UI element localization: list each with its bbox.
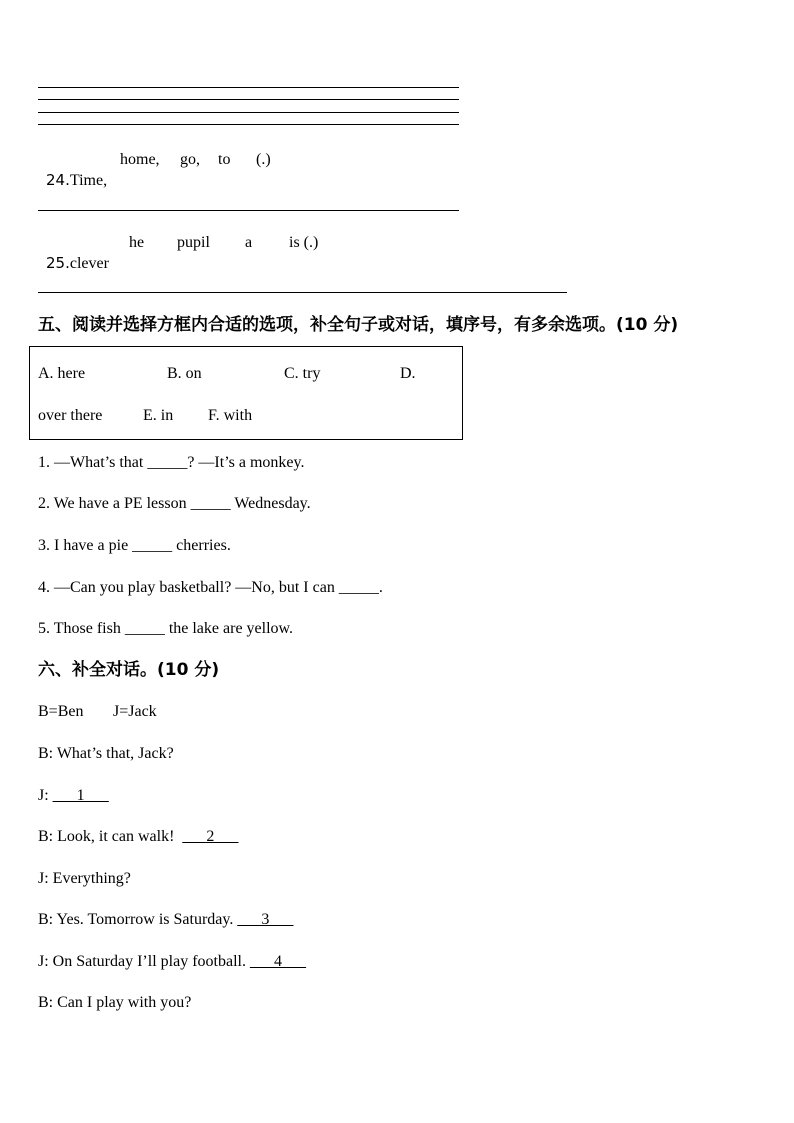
item-1: 1. —What’s that _____? —It’s a monkey. [38,454,305,471]
word: clever [69,255,109,272]
dialogue-line: B: What’s that, Jack? [38,745,174,762]
answer-line [38,210,459,211]
word: go, [180,151,200,168]
dialogue-line: J: ___1___ [38,787,109,804]
dialogue-line: J: Everything? [38,870,131,887]
dialogue-line: B: Yes. Tomorrow is Saturday. ___3___ [38,911,294,928]
item-4: 4. —Can you play basketball? —No, but I can _____. [38,579,383,596]
dialogue-line: J: On Saturday I’ll play football. ___4___ [38,953,306,970]
answer-line [38,112,459,113]
blank: ___2___ [182,828,239,845]
item-5: 5. Those fish _____ the lake are yellow. [38,620,294,637]
item-2: 2. We have a PE lesson _____ Wednesday. [38,495,311,512]
word: home, [120,151,160,168]
question-number: 24. [46,171,70,189]
option: B. on [167,365,202,382]
word: pupil [177,234,210,251]
role-jack: J=Jack [113,703,157,720]
word: Time, [69,172,108,189]
answer-line [38,292,567,293]
answer-line [38,87,459,88]
section-5-title: 五、阅读并选择方框内合适的选项，补全句子或对话，填序号，有多余选项。(10 分) [38,315,679,335]
blank: ___1___ [52,787,109,804]
option: A. here [38,365,86,382]
word: (.) [256,151,271,168]
dialogue-line: B: Look, it can walk! ___2___ [38,828,239,845]
answer-line [38,99,459,100]
word: to [218,151,231,168]
question-24 [38,150,107,191]
question-number: 25. [46,254,70,272]
word: he [129,234,145,251]
section-6-title: 六、补全对话。(10 分) [38,660,220,680]
question-25 [38,233,109,274]
answer-line [38,124,459,125]
dialogue-line: B: Can I play with you? [38,994,192,1011]
option: D. [400,365,416,382]
option: E. in [143,407,174,424]
option: C. try [284,365,321,382]
blank: ___4___ [249,953,306,970]
role-ben: B=Ben [38,703,84,720]
item-3: 3. I have a pie _____ cherries. [38,537,231,554]
option: over there [38,407,103,424]
blank: ___3___ [237,911,294,928]
word: a [245,234,253,251]
option: F. with [208,407,253,424]
word: is (.) [289,234,319,251]
